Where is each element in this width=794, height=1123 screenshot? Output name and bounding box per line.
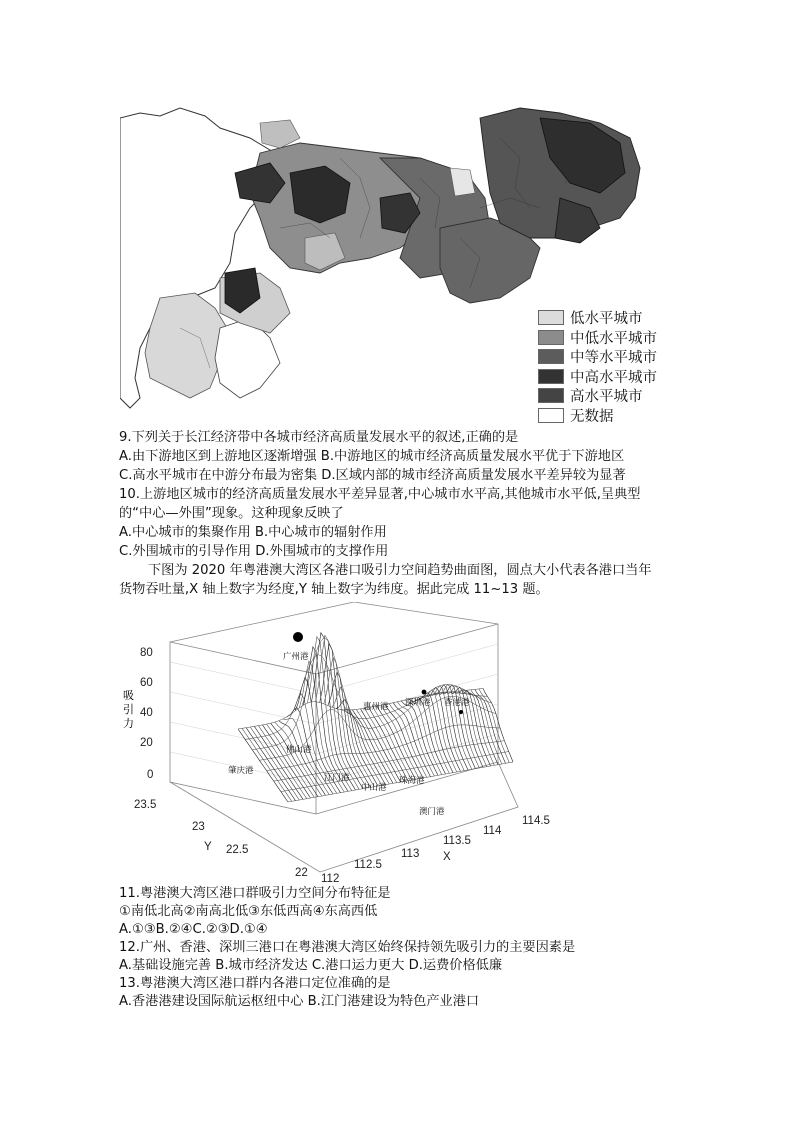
legend-label: 无数据 <box>570 408 614 425</box>
legend-item <box>538 367 678 387</box>
x-axis-label: X <box>443 851 451 863</box>
port-attraction-surface-chart <box>118 602 558 884</box>
y-tick: 22 <box>295 867 308 879</box>
legend-item <box>538 328 678 348</box>
z-label-char-2: 引 <box>123 703 134 716</box>
surface-mesh-line <box>373 707 412 780</box>
surface-mesh-line <box>312 633 356 790</box>
x-tick: 114.5 <box>522 815 550 827</box>
port-label-guangzhou: 广州港 <box>283 652 309 662</box>
port-label-zhuhai: 珠海港 <box>399 776 425 786</box>
y-axis-label: Y <box>204 841 212 853</box>
q13-stem: 13.粤港澳大湾区港口群内各港口定位准确的是 <box>119 976 391 991</box>
port-label-zhaoqing: 肇庆港 <box>228 766 254 776</box>
q10-options-ab: A.中心城市的集聚作用 B.中心城市的辐射作用 <box>119 525 387 540</box>
port-label-foshan: 佛山港 <box>286 745 312 755</box>
legend-swatch-no-data <box>538 408 564 423</box>
surface-mesh-line <box>385 704 423 778</box>
z-tick: 40 <box>140 707 153 719</box>
legend-item <box>538 347 678 367</box>
legend-swatch-mid-low <box>538 330 564 345</box>
surface-mesh <box>238 633 513 802</box>
q12-stem: 12.广州、香港、深圳三港口在粤港澳大湾区始终保持领先吸引力的主要因素是 <box>119 940 576 955</box>
port-label-huizhou: 惠州港 <box>363 702 389 712</box>
z-tick: 80 <box>140 647 153 659</box>
q13-options: A.香港港建设国际航运枢纽中心 B.江门港建设为特色产业港口 <box>119 994 480 1009</box>
surface-mesh-line <box>275 722 322 796</box>
surface-mesh-line <box>348 710 389 784</box>
legend-label: 中低水平城市 <box>570 330 657 347</box>
port-label-zhongshan: 中山港 <box>361 783 387 793</box>
port-label-hongkong: 香港港 <box>444 698 470 708</box>
surface-mesh-line <box>281 752 509 792</box>
q10-options-cd: C.外围城市的引导作用 D.外围城市的支撑作用 <box>119 544 389 559</box>
region-low-north <box>260 120 300 148</box>
y-tick: 23 <box>192 821 205 833</box>
port-dot-hongkong <box>459 710 463 714</box>
q10-stem-2: 的“中心—外围”现象。这种现象反映了 <box>119 506 344 521</box>
legend-label: 中等水平城市 <box>570 350 657 367</box>
z-label-char-1: 吸 <box>123 689 134 702</box>
surface-mesh-line <box>279 721 326 796</box>
y-tick: 23.5 <box>134 799 157 811</box>
legend-item <box>538 308 678 328</box>
q11-options: A.①③B.②④C.②③D.①④ <box>119 922 268 937</box>
z-tick: 60 <box>140 677 153 689</box>
port-label-macau: 澳门港 <box>419 807 445 817</box>
legend-label: 低水平城市 <box>570 311 643 328</box>
legend-item <box>538 386 678 406</box>
intro-line-2: 货物吞吐量,X 轴上数字为经度,Y 轴上数字为纬度。据此完成 11~13 题。 <box>119 582 549 597</box>
axes-box <box>170 602 518 872</box>
surface-mesh-line <box>328 672 371 787</box>
legend-swatch-low <box>538 310 564 325</box>
x-tick: 112.5 <box>354 859 382 871</box>
z-tick: 0 <box>147 769 154 781</box>
surface-mesh-line <box>303 647 348 792</box>
x-tick: 113.5 <box>443 835 471 847</box>
q9-stem: 9.下列关于长江经济带中各城市经济高质量发展水平的叙述,正确的是 <box>119 430 519 445</box>
z-label-char-3: 力 <box>123 717 134 730</box>
q12-options: A.基础设施完善 B.城市经济发达 C.港口运力更大 D.运费价格低廉 <box>119 958 503 973</box>
x-tick: 112 <box>321 873 340 884</box>
map-legend <box>538 308 678 425</box>
legend-swatch-mid-high <box>538 369 564 384</box>
x-tick: 113 <box>401 848 420 860</box>
port-dot-shenzhen <box>422 690 427 695</box>
port-label-shenzhen: 深圳港 <box>405 698 431 708</box>
legend-item <box>538 406 678 426</box>
port-dot-guangzhou <box>293 632 303 642</box>
q9-options-ab: A.由下游地区到上游地区逐渐增强 B.中游地区的城市经济高质量发展水平优于下游地区 <box>119 449 625 464</box>
surface-mesh-line <box>401 701 438 775</box>
surface-mesh-line <box>393 703 430 777</box>
x-tick: 114 <box>483 825 502 837</box>
z-tick: 20 <box>140 737 153 749</box>
surface-mesh-line <box>283 719 329 795</box>
grid-lines <box>170 644 498 784</box>
q9-options-cd: C.高水平城市在中游分布最为密集 D.区域内部的城市经济高质量发展水平差异较为显著 <box>119 468 626 483</box>
intro-line-1: 下图为 2020 年粤港澳大湾区各港口吸引力空间趋势曲面图，圆点大小代表各港口当年 <box>148 563 652 578</box>
q10-stem-1: 10.上游地区城市的经济高质量发展水平差异显著,中心城市水平高,其他城市水平低,呈典型 <box>119 487 641 502</box>
yangtze-economic-belt-map <box>120 98 675 430</box>
legend-swatch-medium <box>538 349 564 364</box>
q11-stem: 11.粤港澳大湾区港口群吸引力空间分布特征是 <box>119 886 391 901</box>
legend-swatch-high <box>538 388 564 403</box>
z-axis-label <box>123 689 138 730</box>
legend-label: 中高水平城市 <box>570 369 657 386</box>
q11-choices: ①南低北高②南高北低③东低西高④东高西低 <box>119 904 378 919</box>
surface-svg <box>118 602 558 884</box>
y-tick: 22.5 <box>226 844 249 856</box>
legend-label: 高水平城市 <box>570 389 643 406</box>
port-label-jiangmen: 江门港 <box>324 773 350 783</box>
surface-mesh-line <box>271 723 318 797</box>
surface-mesh-line <box>245 655 487 740</box>
